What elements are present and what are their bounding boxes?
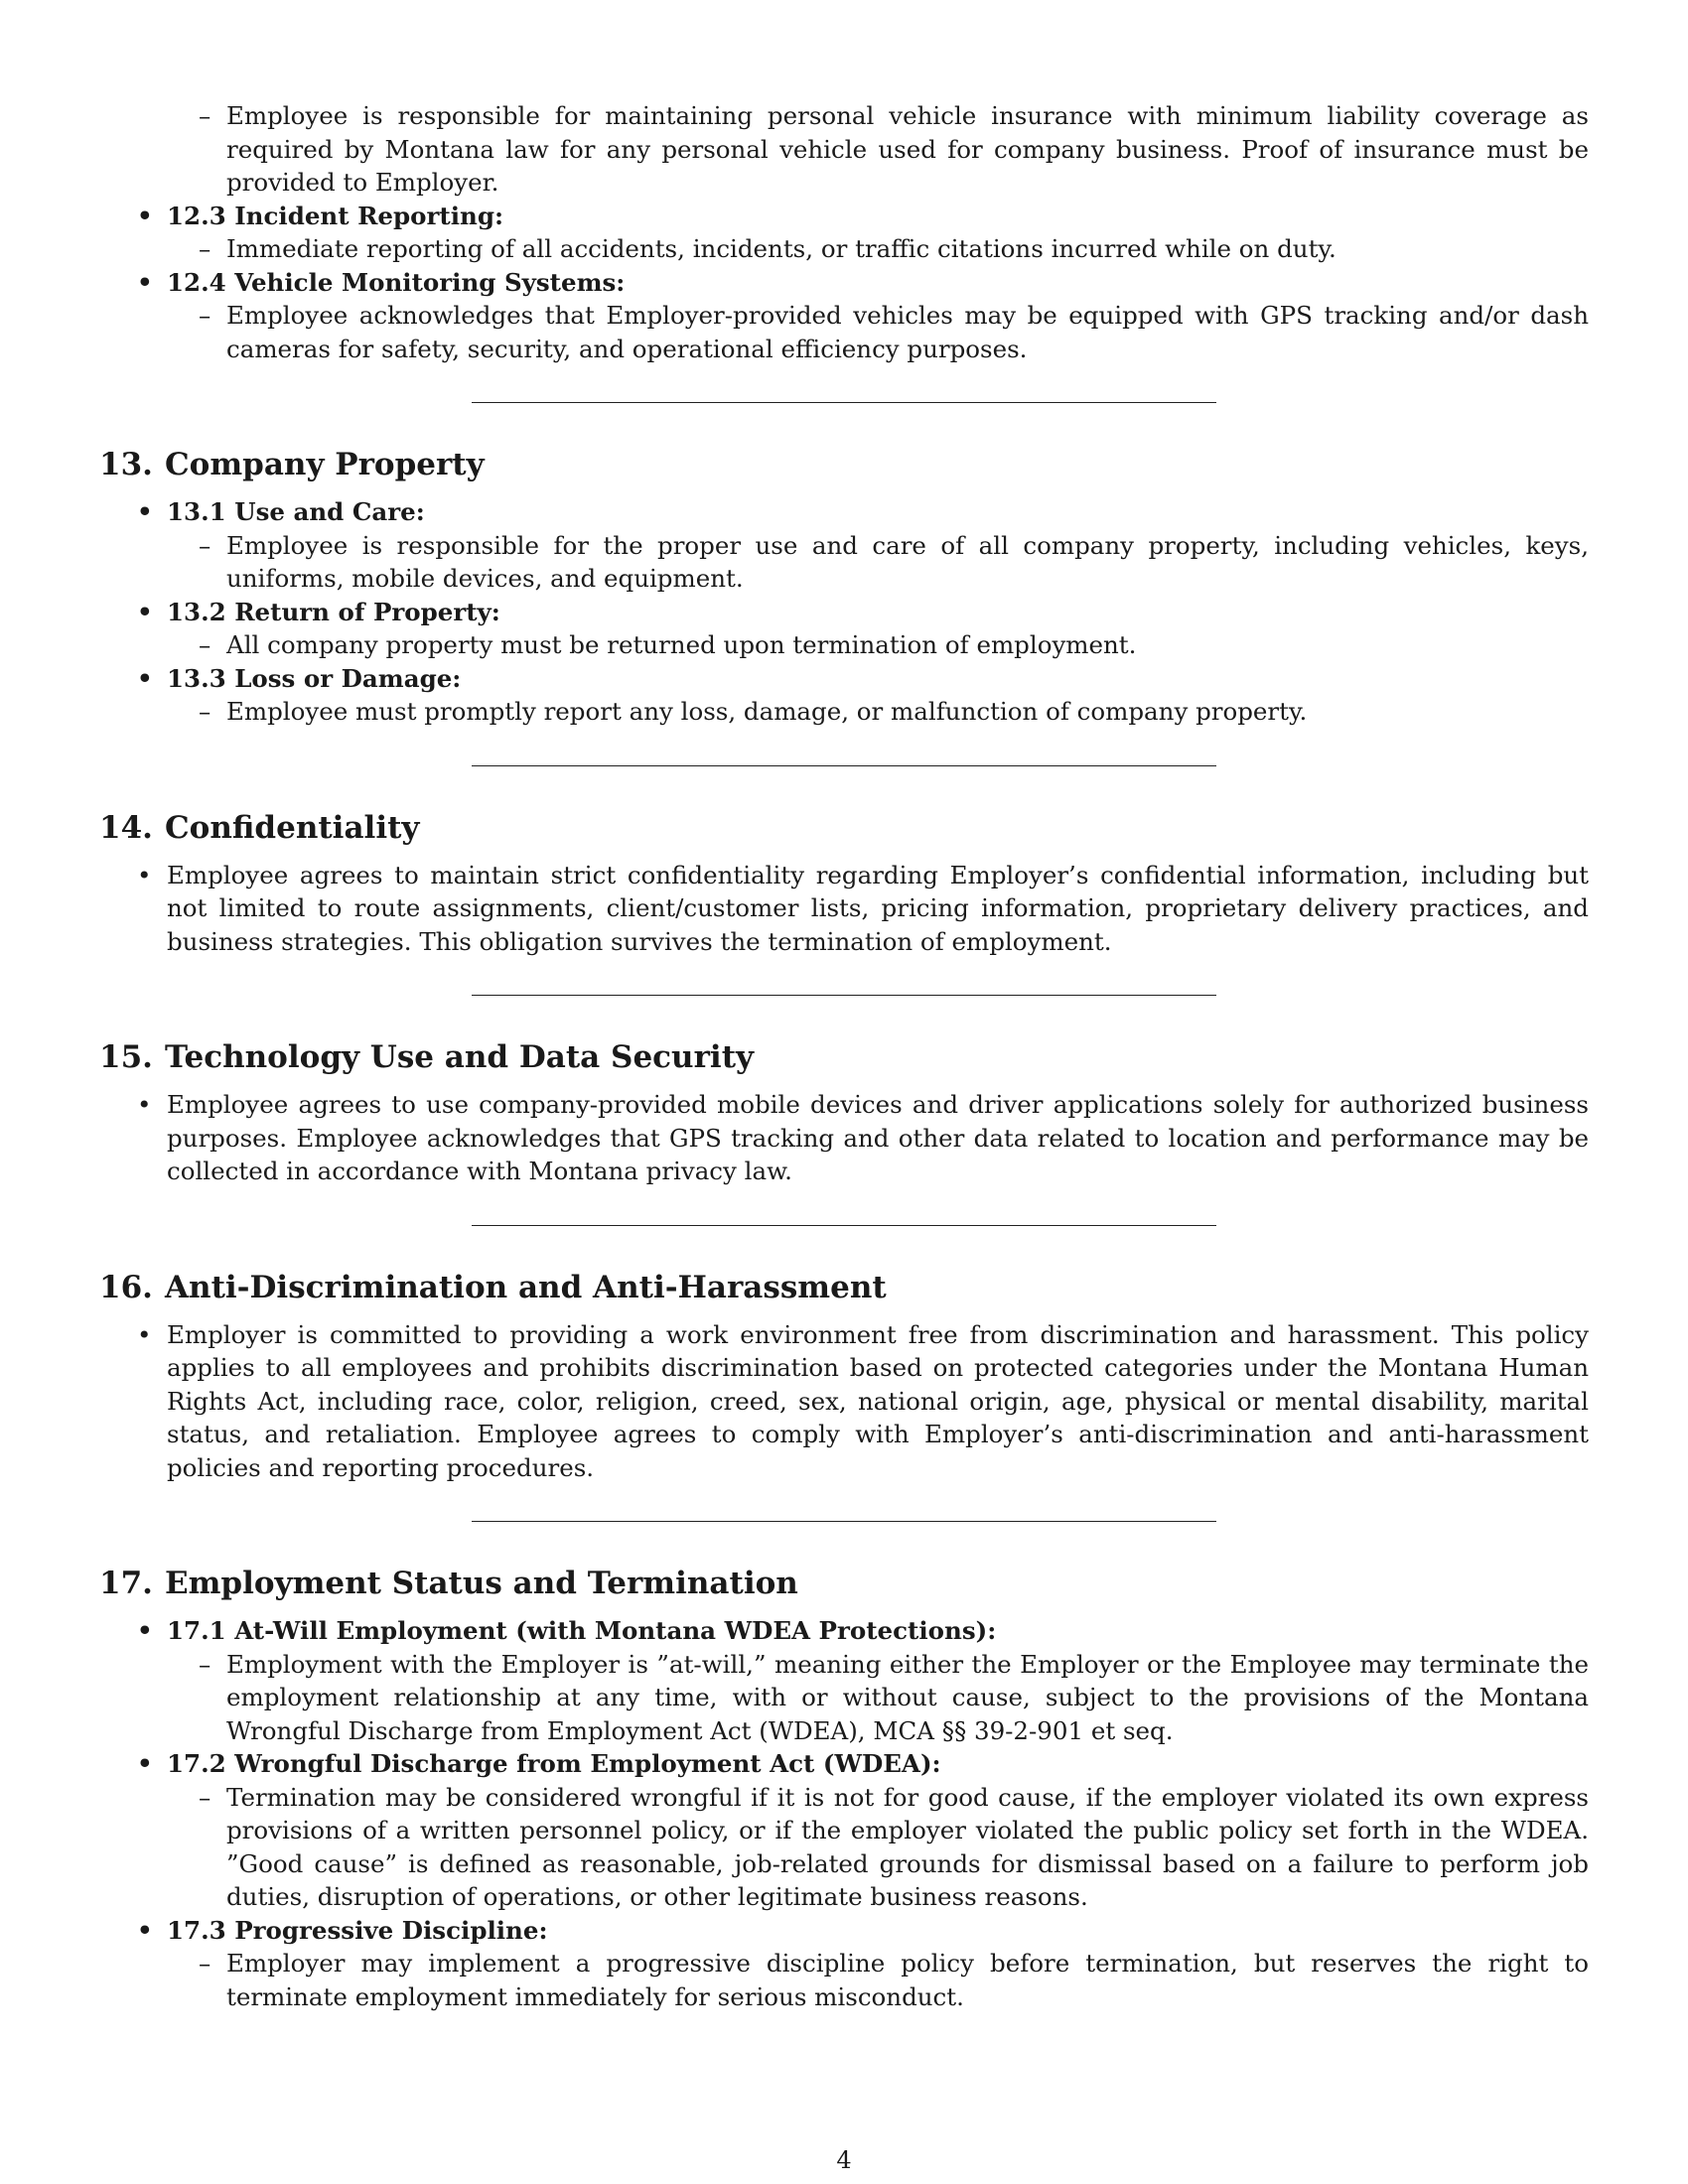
section-17-heading: 17. Employment Status and Termination bbox=[99, 1566, 798, 1601]
item-13-1-title: • 13.1 Use and Care: bbox=[99, 495, 1589, 529]
item-14-text: • Employee agrees to maintain strict confidentiality regarding Employer’s confidential information, including but not limited to route assignments, client/customer lists, pricing information, proprietary delivery practices, and business strategies. This obligation survives the termination of employment. bbox=[99, 859, 1589, 959]
section-divider bbox=[472, 1521, 1216, 1522]
section-divider bbox=[472, 1225, 1216, 1226]
page-number: 4 bbox=[836, 2146, 852, 2174]
sub-item-12-4-text: – Employee acknowledges that Employer-provided vehicles may be equipped with GPS tracking and/or dash cameras for safety, security, and operational efficiency purposes. bbox=[99, 299, 1589, 365]
section-divider bbox=[472, 765, 1216, 766]
section-16-heading: 16. Anti-Discrimination and Anti-Harassment bbox=[99, 1269, 887, 1305]
page-content bbox=[99, 99, 1589, 2013]
sub-item-12-2-insurance: – Employee is responsible for maintaining personal vehicle insurance with minimum liability coverage as required by Montana law for any personal vehicle used for company business. Proof of insurance must be provided to Employer. bbox=[99, 99, 1589, 200]
sub-item-13-3-text: – Employee must promptly report any loss, damage, or malfunction of company property. bbox=[99, 695, 1589, 729]
section-divider bbox=[472, 995, 1216, 996]
sub-item-17-3-text: – Employer may implement a progressive discipline policy before termination, but reserves the right to terminate employment immediately for serious misconduct. bbox=[99, 1947, 1589, 2013]
item-13-3-title: • 13.3 Loss or Damage: bbox=[99, 662, 1589, 696]
section-divider bbox=[472, 402, 1216, 403]
section-14-heading: 14. Confidentiality bbox=[99, 809, 420, 846]
item-17-2-title: • 17.2 Wrongful Discharge from Employment Act (WDEA): bbox=[99, 1747, 1589, 1781]
item-13-2-title: • 13.2 Return of Property: bbox=[99, 596, 1589, 629]
item-15-text: • Employee agrees to use company-provided mobile devices and driver applications solely for authorized business purposes. Employee acknowledges that GPS tracking and other data related to location and performance may be collected in accordance with Montana privacy law. bbox=[99, 1088, 1589, 1188]
sub-item-12-3-text: – Immediate reporting of all accidents, incidents, or traffic citations incurred while on duty. bbox=[99, 232, 1589, 266]
sub-item-13-2-text: – All company property must be returned upon termination of employment. bbox=[99, 628, 1589, 662]
item-12-4-title: • 12.4 Vehicle Monitoring Systems: bbox=[99, 266, 1589, 300]
item-16-text: • Employer is committed to providing a work environment free from discrimination and harassment. This policy applies to all employees and prohibits discrimination based on protected categories under the Montana Human Rights Act, including race, color, religion, creed, sex, national origin, age, physical or mental disability, marital status, and retaliation. Employee agrees to comply with Employer’s anti-discrimination and anti-harassment policies and reporting procedures. bbox=[99, 1318, 1589, 1485]
section-13-heading: 13. Company Property bbox=[99, 447, 485, 482]
sub-item-17-1-text: – Employment with the Employer is ”at-will,” meaning either the Employer or the Employee may terminate the employment relationship at any time, with or without cause, subject to the provisions of the Montana Wrongful Discharge from Employment Act (WDEA), MCA §§ 39-2-901 et seq. bbox=[99, 1648, 1589, 1748]
sub-item-17-2-text: – Termination may be considered wrongful if it is not for good cause, if the employer violated its own express provisions of a written personnel policy, or if the employer violated the public policy set forth in the WDEA. ”Good cause” is defined as reasonable, job-related grounds for dismissal based on a failure to perform job duties, disruption of operations, or other legitimate business reasons. bbox=[99, 1781, 1589, 1914]
section-15-heading: 15. Technology Use and Data Security bbox=[99, 1039, 755, 1075]
item-12-3-title: • 12.3 Incident Reporting: bbox=[99, 200, 1589, 233]
item-17-3-title: • 17.3 Progressive Discipline: bbox=[99, 1914, 1589, 1948]
sub-item-13-1-text: – Employee is responsible for the proper use and care of all company property, including vehicles, keys, uniforms, mobile devices, and equipment. bbox=[99, 529, 1589, 596]
item-17-1-title: • 17.1 At-Will Employment (with Montana WDEA Protections): bbox=[99, 1614, 1589, 1648]
